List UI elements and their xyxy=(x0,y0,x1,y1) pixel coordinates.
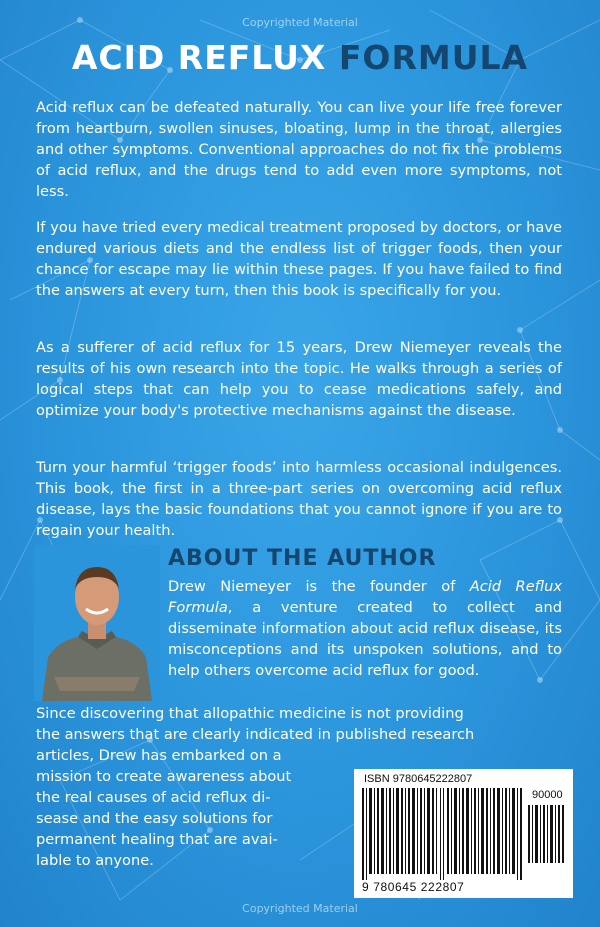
addon-barcode xyxy=(528,805,566,863)
since-line-3: articles, Drew has embarked on a xyxy=(36,747,282,764)
since-line-4: mission to create awareness about xyxy=(36,768,292,785)
blurb-paragraph-4: Turn your harmful ‘trigger foods’ into harmless occasional indulgences. This book, the first in a three-part series on overcoming acid reflux disease, lays the basic foundations that you cannot ignore if you are to regain your health. xyxy=(36,459,562,539)
price-code: 90000 xyxy=(532,789,563,801)
about-text-brand: Acid Reflux Formula xyxy=(168,578,562,616)
since-line-6: sease and the easy solutions for xyxy=(36,810,273,827)
since-line-2: the answers that are clearly indicated in published research xyxy=(36,726,475,743)
blurb-paragraph-2: If you have tried every medical treatment proposed by doctors, or have endured various diets and the endless list of trigger foods, then your chance for escape may lie within these pages. If you have failed to find the answers at every turn, then this book is specifically for you. xyxy=(36,219,562,299)
about-author-text xyxy=(168,576,562,681)
since-line-8: lable to anyone. xyxy=(36,852,154,869)
isbn-label: ISBN 9780645222807 xyxy=(364,773,473,785)
barcode-digits: 9 780645 222807 xyxy=(362,880,465,894)
since-line-7: permanent healing that are avai- xyxy=(36,831,278,848)
about-text-start: Drew Niemeyer is the founder of xyxy=(168,578,470,595)
since-line-1: Since discovering that allopathic medicine is not providing xyxy=(36,705,464,722)
blurb-paragraph-3: As a sufferer of acid reflux for 15 years, Drew Niemeyer reveals the results of his own research into the topic. He walks through a series of logical steps that can help you to cease medications safely, and optimize your body's protective mechanisms against the disease. xyxy=(36,339,562,419)
watermark-bottom: Copyrighted Material xyxy=(242,902,358,915)
about-text-rest: , a venture created to collect and disseminate information about acid reflux disease, its misconceptions and its unspoken solutions, and to help others overcome acid reflux for good. xyxy=(168,599,562,679)
book-title xyxy=(0,38,600,77)
since-line-5: the real causes of acid reflux di- xyxy=(36,789,271,806)
author-photo xyxy=(34,545,160,701)
barcode-box xyxy=(354,769,573,898)
title-part-2: FORMULA xyxy=(338,38,529,77)
about-author-heading: ABOUT THE AUTHOR xyxy=(168,546,437,571)
title-part-1: ACID REFLUX xyxy=(71,38,327,77)
blurb-paragraph-1: Acid reflux can be defeated naturally. You can live your life free forever from heartburn, swollen sinuses, bloating, lump in the throat, allergies and other symptoms. Conventional approaches do not fix the problems of acid reflux, and the drugs tend to add even more symptoms, not less. xyxy=(36,99,562,200)
isbn-barcode xyxy=(362,788,528,880)
watermark-top: Copyrighted Material xyxy=(242,16,358,29)
